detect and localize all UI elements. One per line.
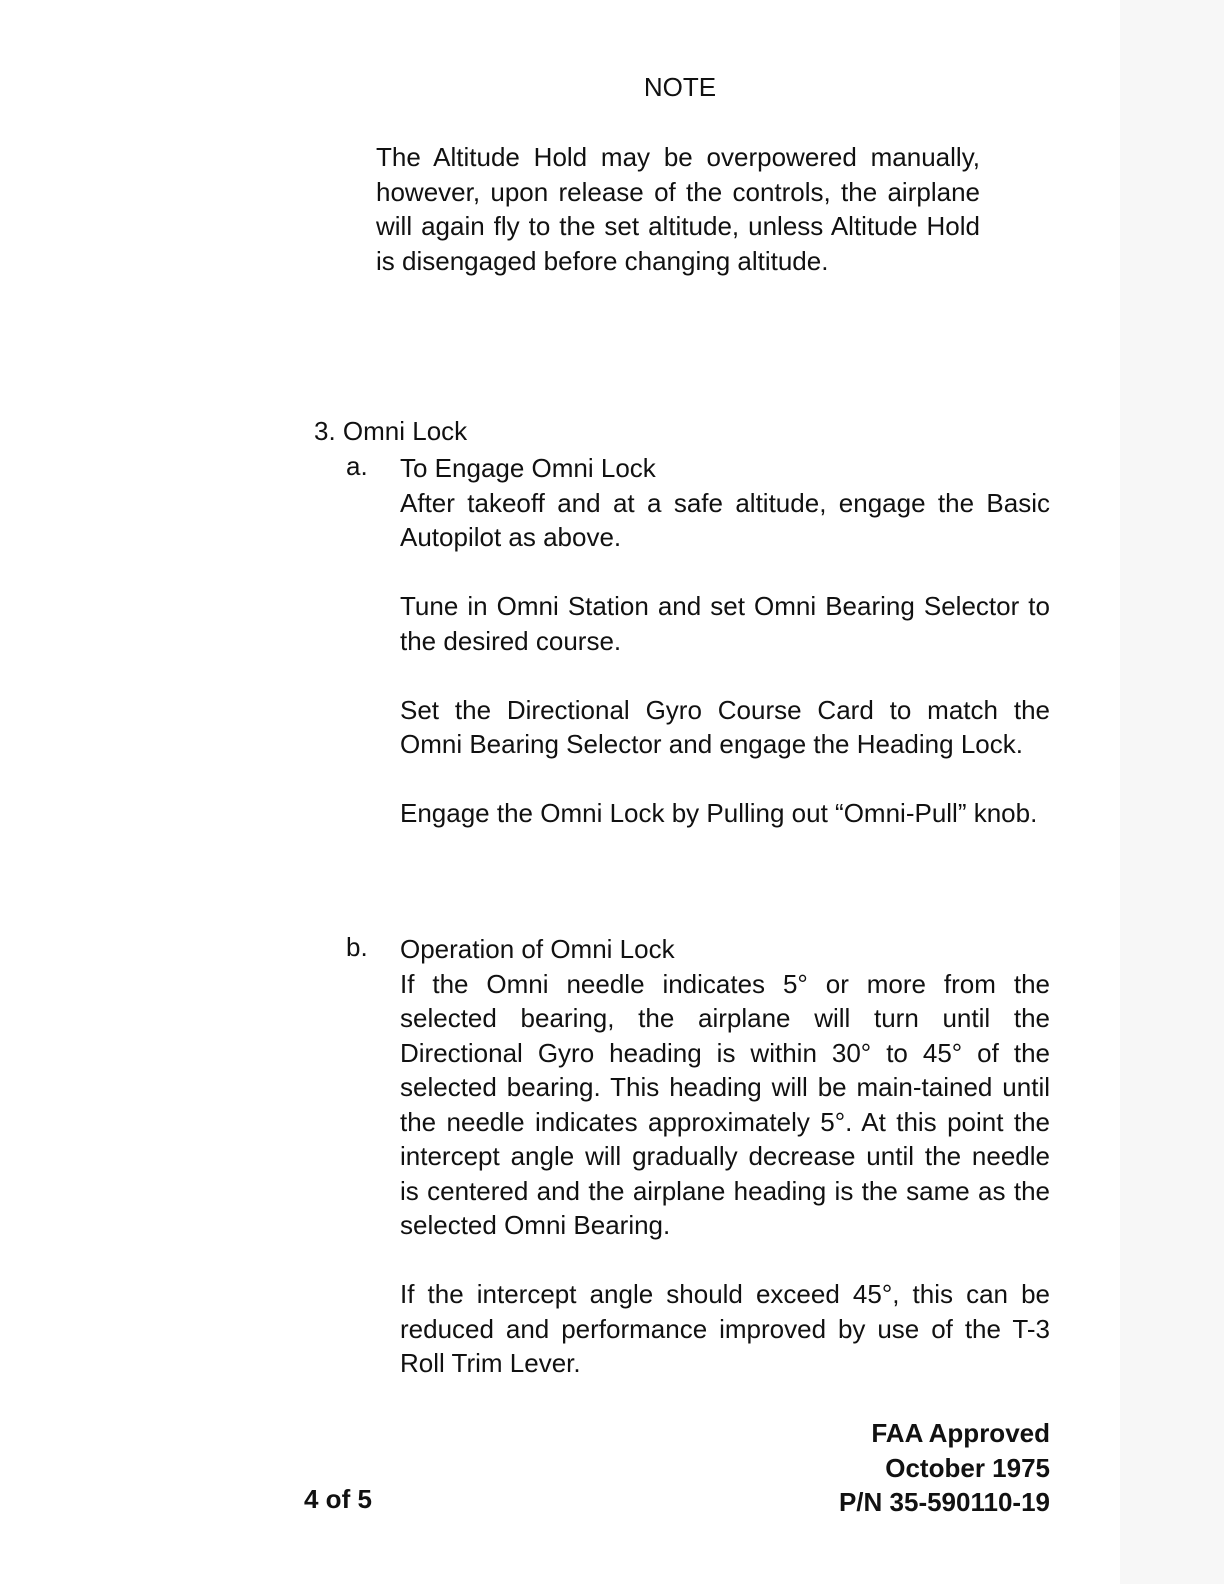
- subsection-a-marker: a.: [346, 451, 368, 481]
- subsection-a-paragraph: Set the Directional Gyro Course Card to match the Omni Bearing Selector and engage the Heading Lock.: [400, 694, 1050, 759]
- approval-date: October 1975: [885, 1452, 1050, 1483]
- scan-margin-strip: [1120, 0, 1224, 1584]
- subsection-a-paragraph: After takeoff and at a safe altitude, engage the Basic Autopilot as above.: [400, 487, 1050, 552]
- subsection-b-paragraph: If the Omni needle indicates 5° or more from the selected bearing, the airplane will turn until the Directional Gyro heading is within 30° to 45° of the selected bearing. This heading will be main-tained until the needle indicates approximately 5°. At this point the intercept angle will gradually decrease until the needle is centered and the airplane heading is the same as the selected Omni Bearing.: [400, 968, 1050, 1240]
- section-heading: 3. Omni Lock: [314, 416, 468, 446]
- subsection-b-marker: b.: [346, 932, 368, 962]
- subsection-b: [400, 932, 1050, 1381]
- subsection-a-paragraph: Engage the Omni Lock by Pulling out “Omni-Pull” knob.: [400, 798, 1038, 828]
- approval-block: [839, 1416, 1050, 1520]
- approval-label: FAA Approved: [871, 1418, 1050, 1448]
- note-title: NOTE: [643, 72, 717, 102]
- subsection-a: [400, 451, 1050, 831]
- subsection-a-title: To Engage Omni Lock: [400, 453, 656, 483]
- note-body: The Altitude Hold may be overpowered manually, however, upon release of the controls, the airplane will again fly to the set altitude, unless Altitude Hold is disengaged before changing altitude.: [376, 142, 980, 276]
- page-number: 4 of 5: [304, 1484, 372, 1514]
- subsection-a-paragraph: Tune in Omni Station and set Omni Bearing Selector to the desired course.: [400, 591, 1050, 656]
- part-number: P/N 35-590110-19: [838, 1487, 1050, 1517]
- subsection-b-title: Operation of Omni Lock: [400, 934, 675, 964]
- subsection-b-paragraph: If the intercept angle should exceed 45°, this can be reduced and performance improved by use of the T-3 Roll Trim Lever.: [400, 1279, 1050, 1378]
